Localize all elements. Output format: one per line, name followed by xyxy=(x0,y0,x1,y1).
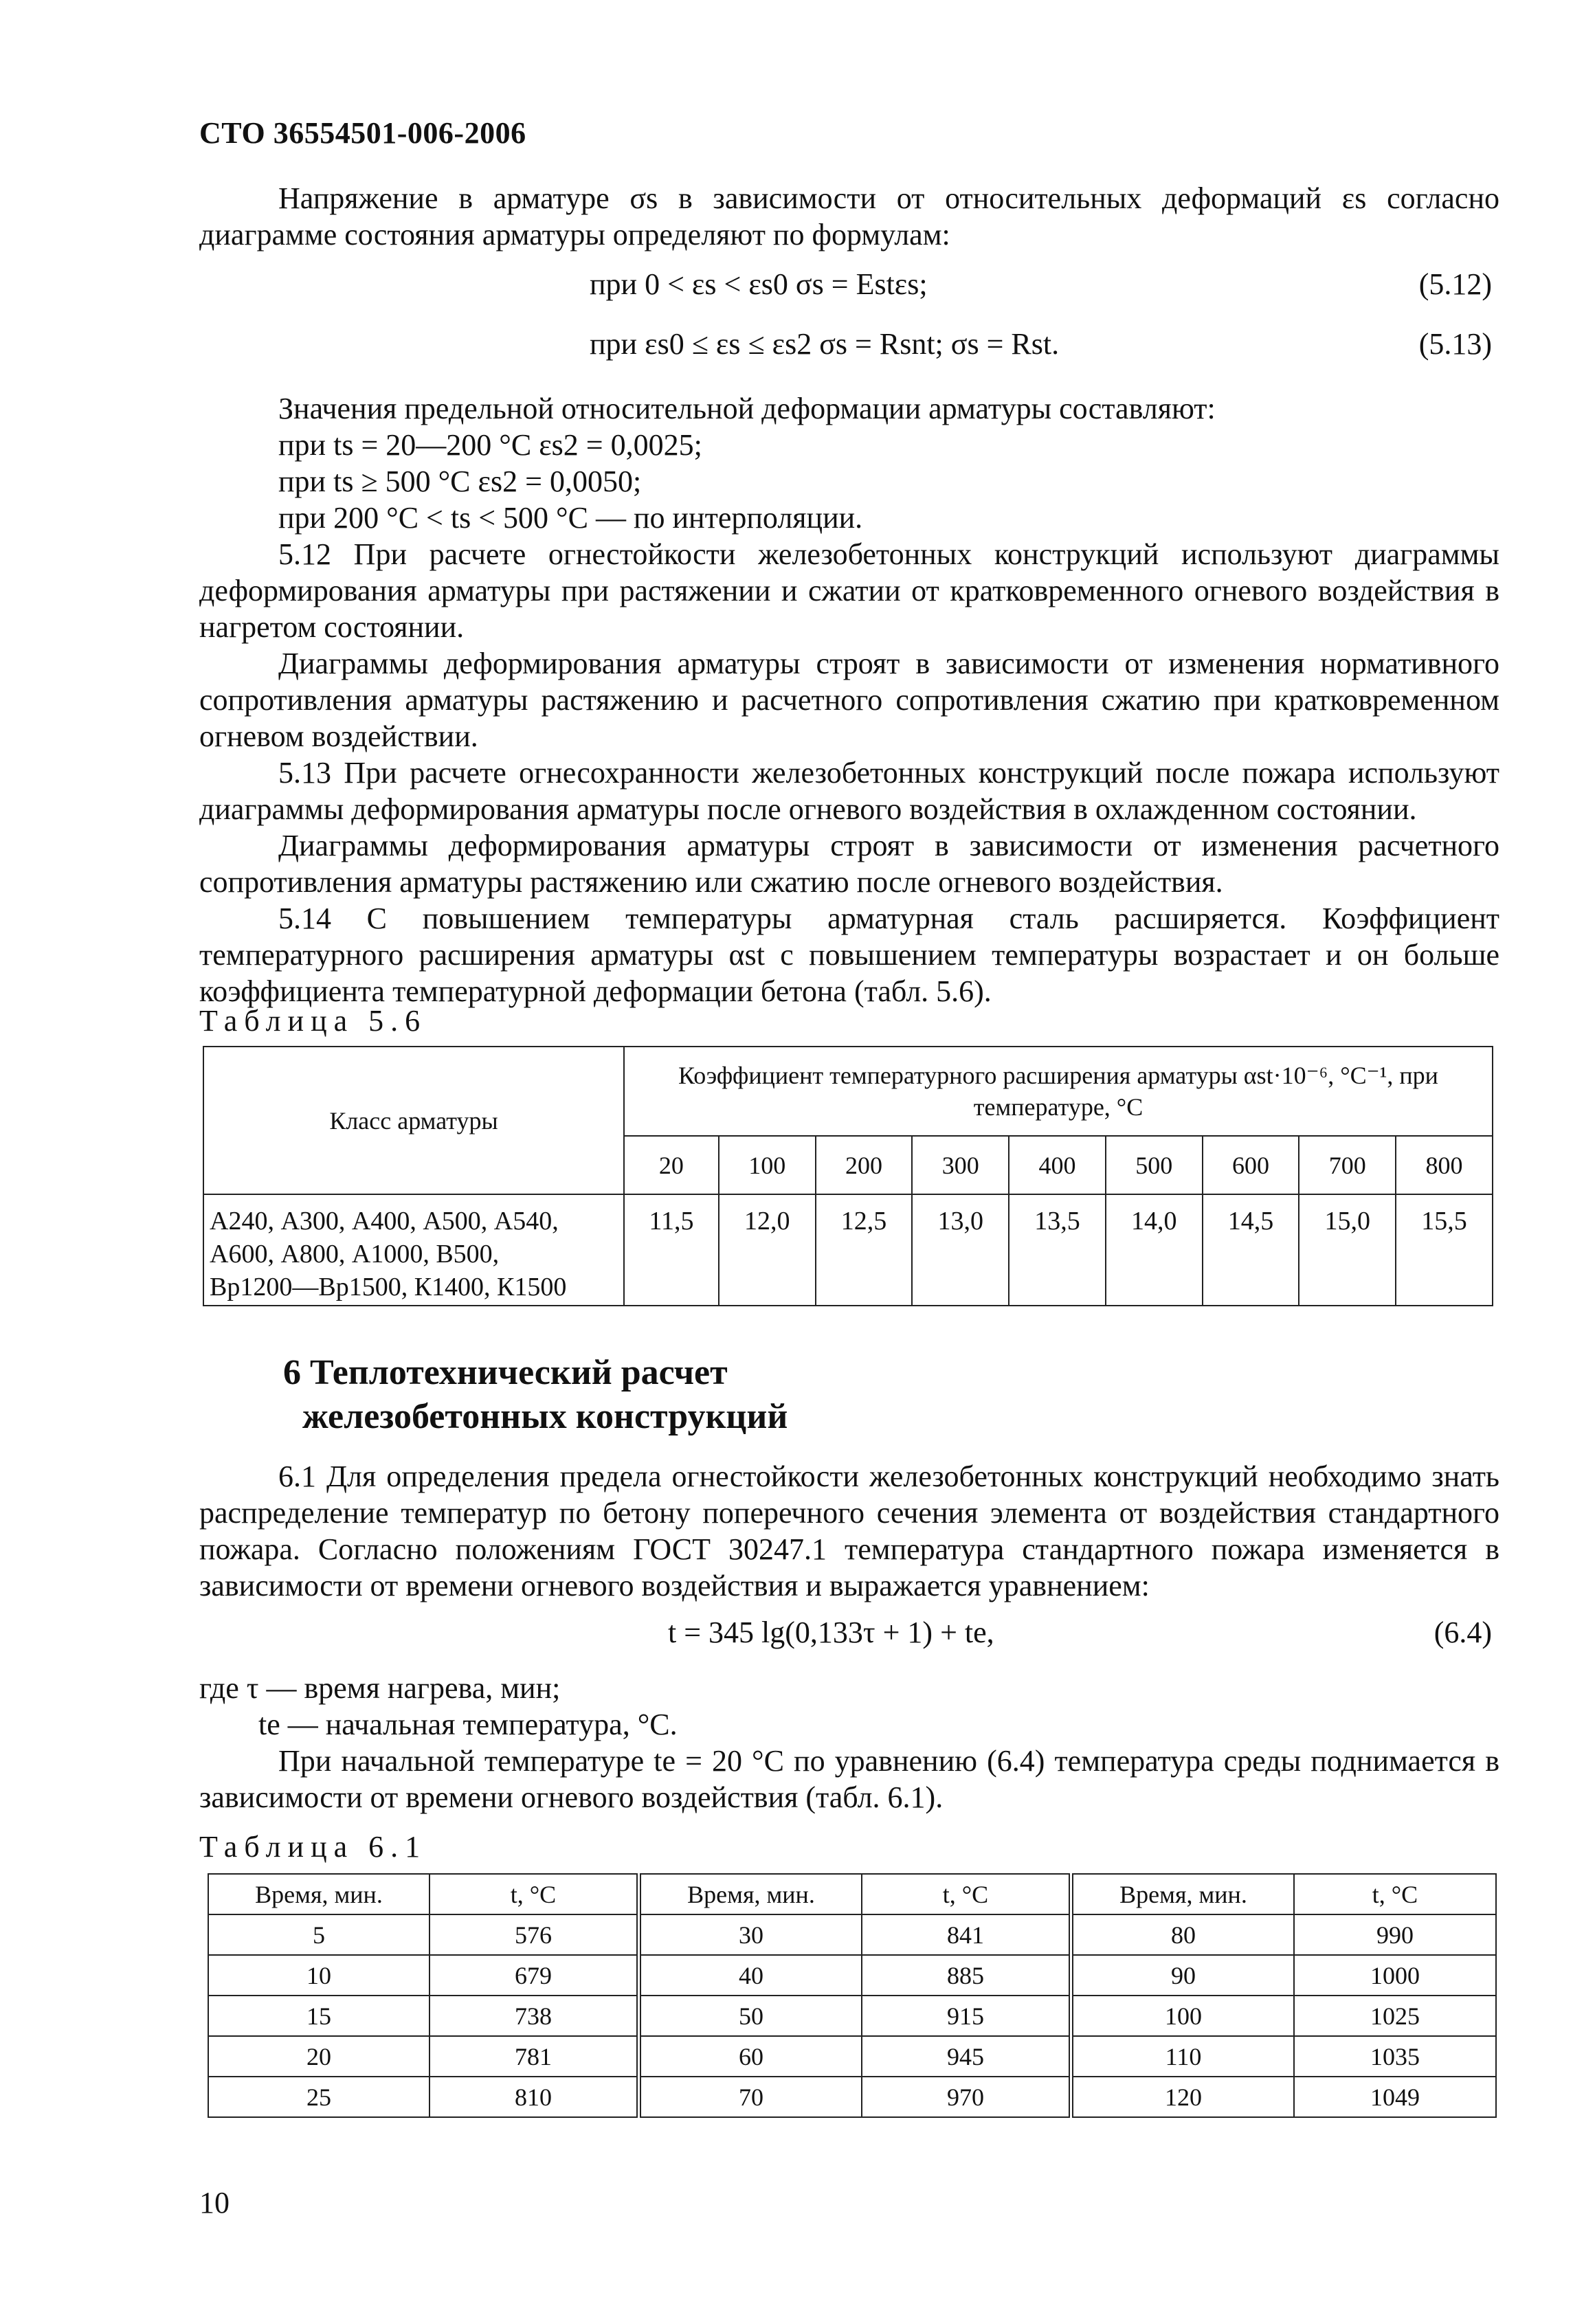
table-cell: 120 xyxy=(1071,2077,1295,2117)
table-cell: 990 xyxy=(1294,1914,1496,1955)
table-cell: 885 xyxy=(862,1955,1071,1996)
table-cell: 841 xyxy=(862,1914,1071,1955)
table-cell: 90 xyxy=(1071,1955,1295,1996)
paragraph-diagrams-cooled: Диаграммы деформирования арматуры строят в зависимости от изменения расчетного сопротивления арматуры растяжению или сжатию после огневого воздействия. xyxy=(199,829,1499,899)
table-row xyxy=(208,1955,1496,1996)
table-5-6-class-line: А240, А300, А400, А500, А540, xyxy=(210,1207,559,1236)
list-item-strain-1: при ts = 20—200 °C εs2 = 0,0025; xyxy=(278,428,702,462)
table-cell: 5 xyxy=(208,1914,429,1955)
list-item-strain-3: при 200 °C < ts < 500 °C — по интерполяции. xyxy=(278,501,863,535)
table-6-1-header: Время, мин. xyxy=(639,1874,862,1914)
paragraph-limit-strain: Значения предельной относительной деформации арматуры составляют: xyxy=(278,392,1216,425)
table-cell: 1000 xyxy=(1294,1955,1496,1996)
table-5-6-temp-col: 600 xyxy=(1203,1136,1299,1194)
table-6-1-caption: Таблица 6.1 xyxy=(199,1830,427,1864)
section-6-title-line-2: железобетонных конструкций xyxy=(302,1397,788,1436)
table-5-6 xyxy=(203,1046,1493,1306)
formula-5-13: при εs0 ≤ εs ≤ εs2 σs = Rsnt; σs = Rst. xyxy=(590,327,1060,361)
table-cell: 60 xyxy=(639,2036,862,2077)
table-5-6-header-class: Класс арматуры xyxy=(203,1047,624,1194)
table-cell: 40 xyxy=(639,1955,862,1996)
table-row xyxy=(208,1914,1496,1955)
table-5-6-value: 12,5 xyxy=(816,1194,913,1306)
table-cell: 1025 xyxy=(1294,1996,1496,2036)
table-5-6-value: 13,0 xyxy=(912,1194,1009,1306)
table-5-6-temp-col: 20 xyxy=(624,1136,719,1194)
document-header: СТО 36554501-006-2006 xyxy=(199,116,526,150)
page-number: 10 xyxy=(199,2186,230,2220)
table-5-6-caption: Таблица 5.6 xyxy=(199,1004,427,1038)
where-line-te: te — начальная температура, °C. xyxy=(258,1708,678,1741)
table-5-6-temp-col: 100 xyxy=(719,1136,816,1194)
table-cell: 15 xyxy=(208,1996,429,2036)
paragraph-5-13: 5.13 При расчете огнесохранности железобетонных конструкций после пожара используют диаграммы деформирования арматуры после огневого воздействия в охлажденном состоянии. xyxy=(199,756,1499,826)
table-cell: 1049 xyxy=(1294,2077,1496,2117)
table-cell: 945 xyxy=(862,2036,1071,2077)
table-5-6-temp-col: 500 xyxy=(1106,1136,1203,1194)
table-5-6-value: 13,5 xyxy=(1009,1194,1106,1306)
table-5-6-class-line: Вр1200—Вр1500, К1400, К1500 xyxy=(210,1273,567,1301)
table-cell: 679 xyxy=(429,1955,639,1996)
table-cell: 100 xyxy=(1071,1996,1295,2036)
section-6-title-line-1: 6 Теплотехнический расчет xyxy=(283,1353,728,1392)
table-5-6-temp-col: 300 xyxy=(912,1136,1009,1194)
table-cell: 738 xyxy=(429,1996,639,2036)
paragraph-6-1: 6.1 Для определения предела огнестойкости железобетонных конструкций необходимо знать распределение температур по бетону поперечного сечения элемента от воздействия стандартного пожара. Согласно положениям ГОСТ 30247.1 температура стандартного пожара изменяется в зависимости от времени огневого воздействия и выражается уравнением: xyxy=(199,1460,1499,1602)
table-row xyxy=(208,1996,1496,2036)
formula-5-13-number: (5.13) xyxy=(1418,327,1492,361)
table-cell: 50 xyxy=(639,1996,862,2036)
table-5-6-value: 12,0 xyxy=(719,1194,816,1306)
table-cell: 781 xyxy=(429,2036,639,2077)
paragraph-initial-temp: При начальной температуре te = 20 °C по уравнению (6.4) температура среды поднимается в зависимости от времени огневого воздействия (табл. 6.1). xyxy=(199,1744,1499,1814)
table-cell: 110 xyxy=(1071,2036,1295,2077)
table-5-6-value: 11,5 xyxy=(624,1194,719,1306)
table-cell: 25 xyxy=(208,2077,429,2117)
table-cell: 20 xyxy=(208,2036,429,2077)
table-cell: 576 xyxy=(429,1914,639,1955)
table-5-6-value: 14,5 xyxy=(1203,1194,1299,1306)
paragraph-diagrams-heated: Диаграммы деформирования арматуры строят в зависимости от изменения нормативного сопротивления арматуры растяжению и расчетного сопротивления сжатию при кратковременном огневом воздействии. xyxy=(199,647,1499,753)
table-cell: 810 xyxy=(429,2077,639,2117)
formula-5-12-number: (5.12) xyxy=(1418,267,1492,301)
table-5-6-value: 15,0 xyxy=(1299,1194,1396,1306)
table-5-6-temp-col: 800 xyxy=(1396,1136,1493,1194)
table-row xyxy=(208,2077,1496,2117)
table-6-1-header: t, °C xyxy=(1294,1874,1496,1914)
paragraph-5-12: 5.12 При расчете огнестойкости железобетонных конструкций используют диаграммы деформирования арматуры при растяжении и сжатии от кратковременного огневого воздействия в нагретом состоянии. xyxy=(199,537,1499,644)
table-5-6-value: 14,0 xyxy=(1106,1194,1203,1306)
paragraph-stress-intro: Напряжение в арматуре σs в зависимости от относительных деформаций εs согласно диаграмме состояния арматуры определяют по формулам: xyxy=(199,181,1499,252)
table-5-6-value: 15,5 xyxy=(1396,1194,1493,1306)
table-5-6-temp-col: 700 xyxy=(1299,1136,1396,1194)
paragraph-5-14: 5.14 С повышением температуры арматурная сталь расширяется. Коэффициент температурного расширения арматуры αst с повышением температуры возрастает и он больше коэффициента температурной деформации бетона (табл. 5.6). xyxy=(199,902,1499,1008)
table-cell: 30 xyxy=(639,1914,862,1955)
table-6-1-header: Время, мин. xyxy=(1071,1874,1295,1914)
table-row xyxy=(208,2036,1496,2077)
table-5-6-header-coefficient: Коэффициент температурного расширения арматуры αst·10⁻⁶, °C⁻¹, при температуре, °C xyxy=(624,1047,1493,1136)
table-5-6-class-line: А600, А800, А1000, В500, xyxy=(210,1240,500,1269)
table-6-1-header: Время, мин. xyxy=(208,1874,429,1914)
table-6-1-header: t, °C xyxy=(429,1874,639,1914)
table-cell: 1035 xyxy=(1294,2036,1496,2077)
where-line-tau: где τ — время нагрева, мин; xyxy=(199,1671,561,1705)
formula-5-12: при 0 < εs < εs0 σs = Estεs; xyxy=(590,267,928,301)
table-5-6-class-cell xyxy=(203,1194,624,1306)
formula-6-4: t = 345 lg(0,133τ + 1) + te, xyxy=(668,1616,994,1649)
table-cell: 80 xyxy=(1071,1914,1295,1955)
table-6-1-header: t, °C xyxy=(862,1874,1071,1914)
formula-6-4-number: (6.4) xyxy=(1433,1616,1492,1649)
table-cell: 10 xyxy=(208,1955,429,1996)
table-6-1 xyxy=(208,1873,1497,2118)
table-cell: 70 xyxy=(639,2077,862,2117)
table-5-6-temp-col: 400 xyxy=(1009,1136,1106,1194)
table-cell: 915 xyxy=(862,1996,1071,2036)
list-item-strain-2: при ts ≥ 500 °C εs2 = 0,0050; xyxy=(278,465,642,498)
table-5-6-temp-col: 200 xyxy=(816,1136,913,1194)
table-cell: 970 xyxy=(862,2077,1071,2117)
